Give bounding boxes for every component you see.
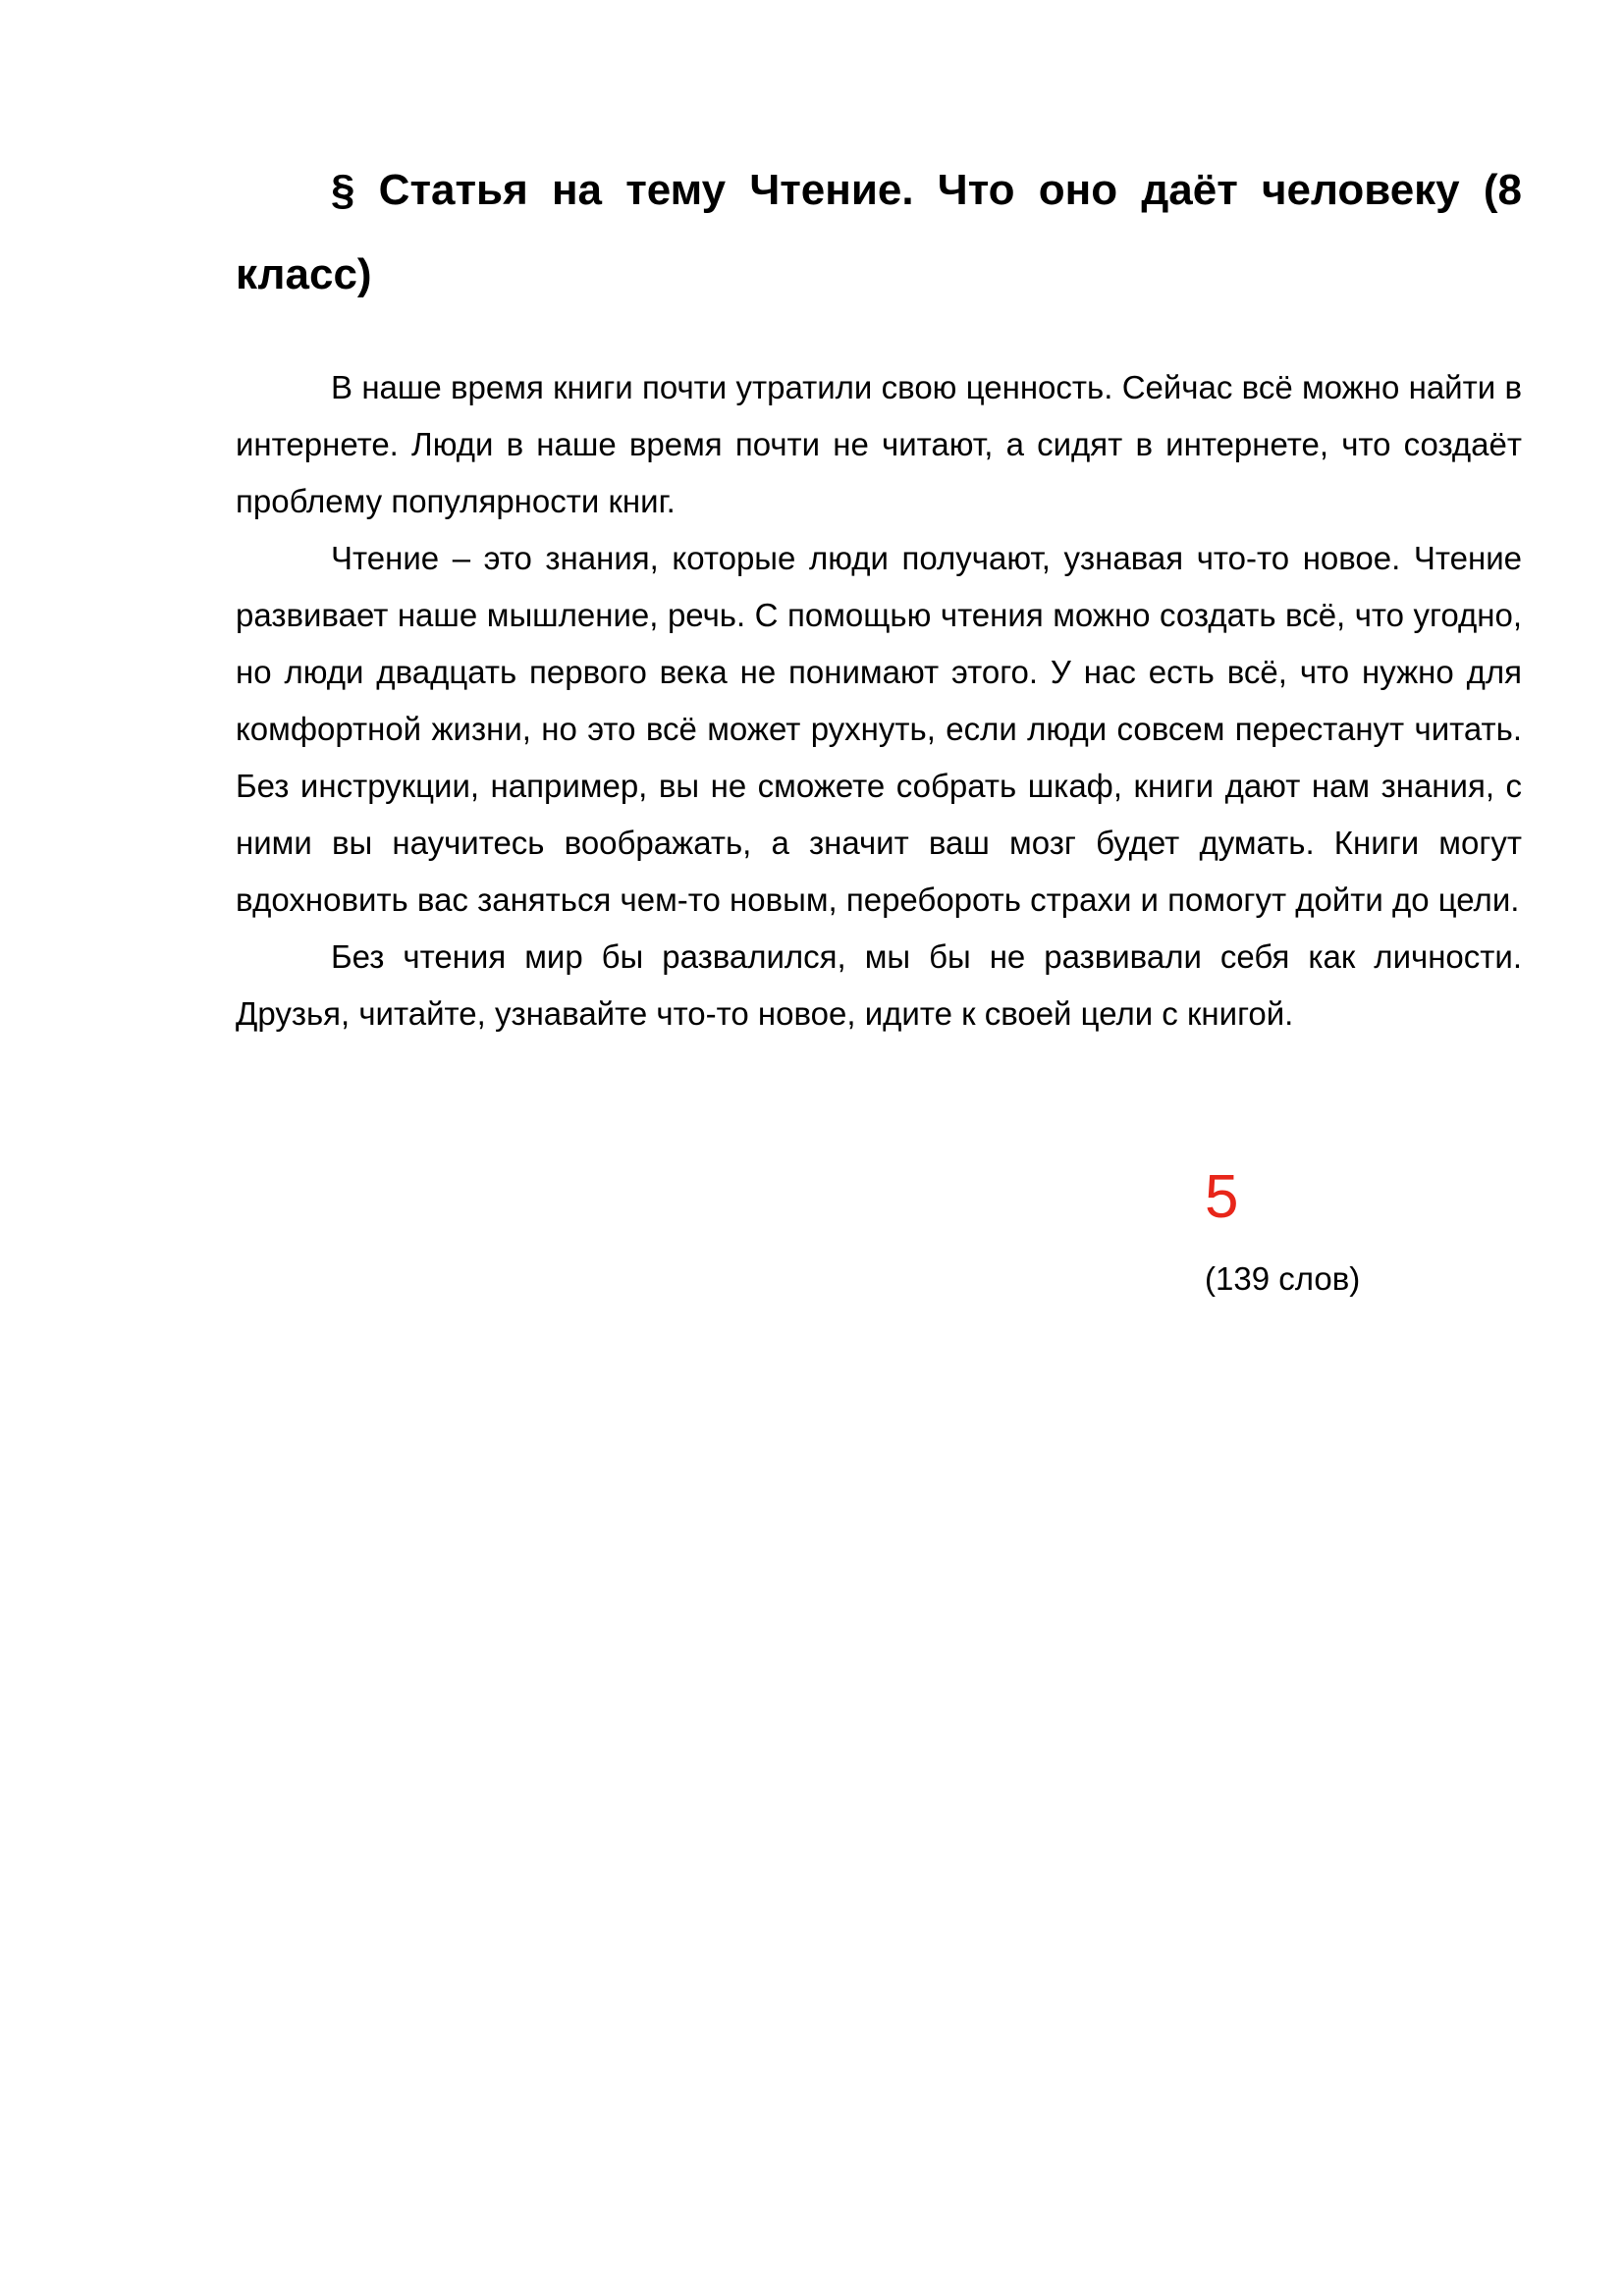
page-title: § Статья на тему Чтение. Что оно даёт человеку (8 класс) [236, 166, 1522, 298]
essay-body [236, 359, 1522, 1042]
word-count: (139 слов) [1205, 1260, 1361, 1297]
paragraph-1: В наше время книги почти утратили свою ценность. Сейчас всё можно найти в интернете. Люди в наше время почти не читают, а сидят в интернете, что создаёт проблему популярности книг. [236, 369, 1522, 519]
paragraph-2: Чтение – это знания, которые люди получают, узнавая что-то новое. Чтение развивает наше мышление, речь. С помощью чтения можно создать всё, что угодно, но люди двадцать первого века не понимают этого. У нас есть всё, что нужно для комфортной жизни, но это всё может рухнуть, если люди совсем перестанут читать. Без инструкции, например, вы не сможете собрать шкаф, книги дают нам знания, с ними вы научитесь воображать, а значит ваш мозг будет думать. Книги могут вдохновить вас заняться чем-то новым, перебороть страхи и помогут дойти до цели. [236, 540, 1522, 918]
grade-mark: 5 [1205, 1163, 1239, 1231]
paragraph-3: Без чтения мир бы развалился, мы бы не развивали себя как личности. Друзья, читайте, узнавайте что-то новое, идите к своей цели с книгой. [236, 938, 1522, 1032]
